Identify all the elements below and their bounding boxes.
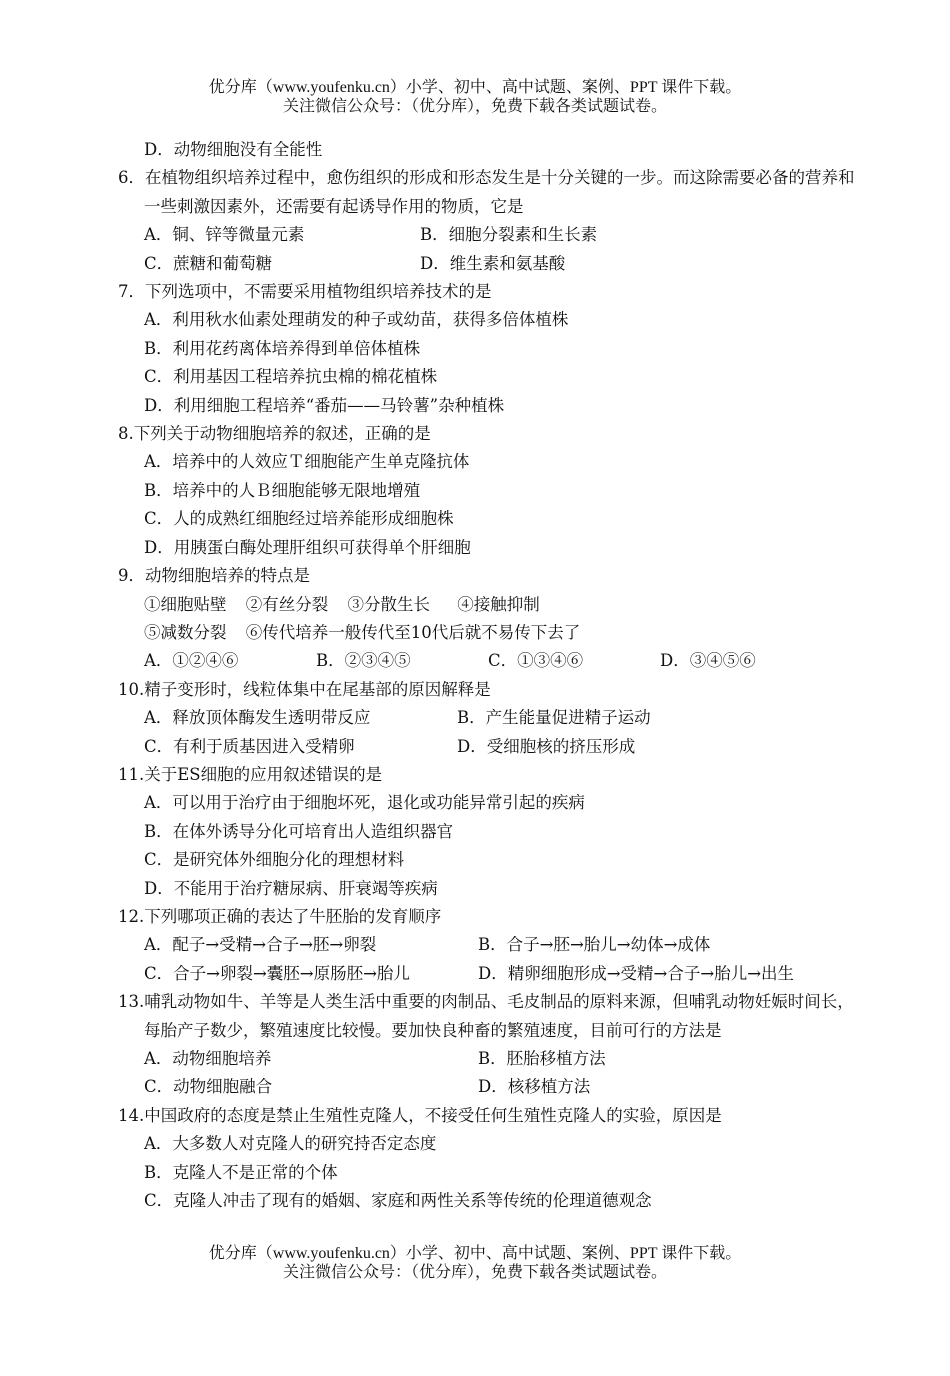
question-9-stem: 9．动物细胞培养的特点是 (118, 566, 310, 586)
q6-option-c: C．蔗糖和葡萄糖 (144, 253, 273, 273)
q12-option-a: A．配子→受精→合子→胚→卵裂 (144, 935, 377, 955)
q13-option-d: D．核移植方法 (478, 1077, 591, 1097)
q6-option-a: A．铜、锌等微量元素 (144, 225, 305, 245)
q14-option-a: A．大多数人对克隆人的研究持否定态度 (144, 1134, 437, 1154)
question-6-options-row-2 (118, 250, 870, 278)
q9-option-c: C．①③④⑥ (488, 651, 584, 671)
q9-items-row-2 (118, 619, 870, 647)
question-10-stem: 10.精子变形时，线粒体集中在尾基部的原因解释是 (118, 679, 491, 699)
question-7-stem: 7．下列选项中，不需要采用植物组织培养技术的是 (118, 282, 492, 302)
q10-option-b: B．产生能量促进精子运动 (457, 708, 651, 728)
q8-option-d: D．用胰蛋白酶处理肝组织可获得单个肝细胞 (144, 537, 471, 557)
q9-option-d: D．③④⑤⑥ (660, 651, 756, 671)
footer-line-1: 优分库（www.youfenku.cn）小学、初中、高中试题、案例、PPT 课件下载。 (208, 1245, 742, 1262)
header-line-2: 关注微信公众号：（优分库），免费下载各类试题试卷。 (282, 98, 667, 115)
q8-option-c: C．人的成熟红细胞经过培养能形成细胞株 (144, 509, 454, 529)
q12-option-d: D．精卵细胞形成→受精→合子→胎儿→出生 (478, 963, 795, 983)
footer-line-2: 关注微信公众号：（优分库），免费下载各类试题试卷。 (282, 1264, 667, 1281)
q7-option-d: D．利用细胞工程培养“番茄——马铃薯”杂种植株 (144, 395, 505, 415)
q9-item-4: ④接触抑制 (457, 594, 540, 614)
q10-option-c: C．有利于质基因进入受精卵 (144, 736, 355, 756)
q9-option-b: B．②③④⑤ (316, 651, 411, 671)
question-14-stem: 14.中国政府的态度是禁止生殖性克隆人，不接受任何生殖性克隆人的实验，原因是 (118, 1105, 722, 1125)
question-13-stem: 13.哺乳动物如牛、羊等是人类生活中重要的肉制品、毛皮制品的原料来源，但哺乳动物妊娠时间长，每胎产子数少，繁殖速度比较慢。要加快良种畜的繁殖速度，目前可行的方法是 (118, 992, 854, 1040)
q12-option-b: B．合子→胚→胎儿→幼体→成体 (478, 935, 711, 955)
q8-option-b: B．培养中的人Ｂ细胞能够无限地增殖 (144, 480, 421, 500)
q9-item-2: ②有丝分裂 (245, 594, 329, 614)
question-11-stem: 11.关于ES细胞的应用叙述错误的是 (118, 764, 383, 784)
question-8-stem: 8.下列关于动物细胞培养的叙述，正确的是 (118, 424, 431, 444)
q11-option-b: B．在体外诱导分化可培育出人造组织器官 (144, 821, 454, 841)
q13-option-b: B．胚胎移植方法 (478, 1049, 606, 1068)
q6-option-d: D．维生素和氨基酸 (420, 253, 566, 273)
page-footer (0, 1244, 950, 1282)
q7-option-a: A．利用秋水仙素处理萌发的种子或幼苗，获得多倍体植株 (144, 310, 569, 330)
q13-option-c: C．动物细胞融合 (144, 1077, 273, 1097)
question-10-options-row-2 (118, 733, 870, 761)
question-12-options-row-2 (118, 960, 870, 988)
q6-option-b: B．细胞分裂素和生长素 (420, 225, 598, 245)
q9-item-1: ①细胞贴壁 (144, 594, 227, 614)
q13-option-a: A．动物细胞培养 (144, 1049, 272, 1068)
page-header (0, 78, 950, 116)
question-13-options-row-1 (118, 1045, 870, 1073)
q7-option-c: C．利用基因工程培养抗虫棉的棉花植株 (144, 367, 438, 387)
q9-item-3: ③分散生长 (347, 594, 430, 614)
q14-option-b: B．克隆人不是正常的个体 (144, 1162, 338, 1182)
carry-over-option: D．动物细胞没有全能性 (144, 140, 323, 159)
q14-option-c: C．克隆人冲击了现有的婚姻、家庭和两性关系等传统的伦理道德观念 (144, 1191, 652, 1211)
question-6-stem: 6．在植物组织培养过程中，愈伤组织的形成和形态发生是十分关键的一步。而这除需要必备的营养和一些刺激因素外，还需要有起诱导作用的物质，它是 (118, 168, 855, 216)
question-content (118, 136, 870, 1215)
question-12-stem: 12.下列哪项正确的表达了牛胚胎的发育顺序 (118, 906, 442, 926)
q7-option-b: B．利用花药离体培养得到单倍体植株 (144, 338, 421, 358)
q11-option-c: C．是研究体外细胞分化的理想材料 (144, 850, 405, 870)
q9-item-6: ⑥传代培养一般传代至10代后就不易传下去了 (245, 622, 581, 642)
question-6-options-row-1 (118, 221, 870, 249)
header-line-1: 优分库（www.youfenku.cn）小学、初中、高中试题、案例、PPT 课件下载。 (208, 79, 742, 96)
q9-item-5: ⑤减数分裂 (144, 622, 227, 642)
q9-items-row-1 (118, 591, 870, 619)
question-13-options-row-2 (118, 1073, 870, 1101)
q12-option-c: C．合子→卵裂→囊胚→原肠胚→胎儿 (144, 963, 410, 983)
question-10-options-row-1 (118, 704, 870, 732)
question-9-options (118, 647, 870, 675)
q9-option-a: A．①②④⑥ (144, 651, 239, 671)
question-12-options-row-1 (118, 931, 870, 959)
q10-option-d: D．受细胞核的挤压形成 (457, 736, 636, 756)
q10-option-a: A．释放顶体酶发生透明带反应 (144, 708, 371, 728)
q11-option-a: A．可以用于治疗由于细胞坏死，退化或功能异常引起的疾病 (144, 793, 585, 813)
q11-option-d: D．不能用于治疗糖尿病、肝衰竭等疾病 (144, 878, 438, 898)
q8-option-a: A．培养中的人效应Ｔ细胞能产生单克隆抗体 (144, 452, 470, 472)
